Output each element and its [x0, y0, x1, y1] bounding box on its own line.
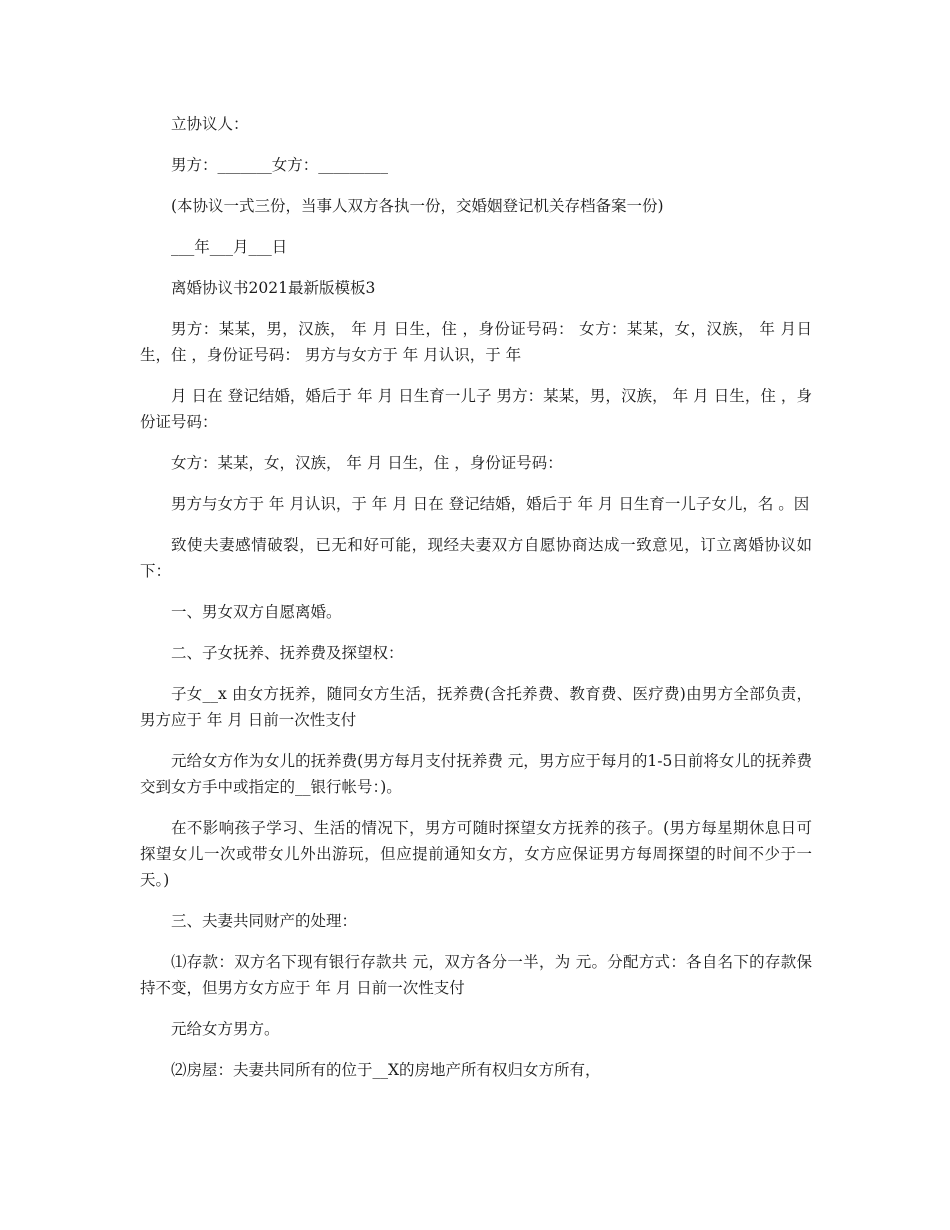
relationship-paragraph: 男方与女方于 年 月认识，于 年 月 日在 登记结婚，婚后于 年 月 日生育一儿子女儿，名 。因: [171, 495, 810, 513]
date-line: ___年___月___日: [171, 238, 288, 256]
marriage-info-paragraph: 月 日在 登记结婚，婚后于 年 月 日生育一儿子 男方：某某，男，汉族， 年 月 日生，住 ，身份证号码：: [140, 387, 812, 431]
child-support-paragraph: 元给女方作为女儿的抚养费(男方每月支付抚养费 元，男方应于每月的1-5日前将女儿的抚养费交到女方手中或指定的__银行帐号：)。: [140, 752, 813, 796]
clause-1-divorce: 一、男女双方自愿离婚。: [171, 603, 342, 621]
payment-paragraph: 元给女方男方。: [171, 1020, 280, 1038]
custody-paragraph: 子女__x 由女方抚养，随同女方生活，抚养费(含托养费、教育费、医疗费)由男方全部负责，男方应于 年 月 日前一次性支付: [140, 685, 812, 729]
template-title: 离婚协议书2021最新版模板3: [171, 279, 376, 297]
copies-note: (本协议一式三份，当事人双方各执一份，交婚姻登记机关存档备案一份): [171, 197, 664, 215]
parties-signature-line: 男方：_______女方：_________: [171, 156, 389, 174]
document-body: [140, 96, 812, 1083]
clause-3-heading: 三、夫妻共同财产的处理：: [171, 912, 358, 930]
house-paragraph: ⑵房屋：夫妻共同所有的位于__X的房地产所有权归女方所有，: [171, 1061, 601, 1079]
parties-info-paragraph: 男方：某某，男，汉族， 年 月 日生，住 ，身份证号码： 女方：某某，女，汉族， 年 月日生，住 ，身份证号码： 男方与女方于 年 月认识，于 年: [140, 320, 812, 364]
signatories-heading: 立协议人：: [171, 115, 249, 133]
savings-paragraph: ⑴存款：双方名下现有银行存款共 元，双方各分一半，为 元。分配方式：各自名下的存款保持不变，但男方女方应于 年 月 日前一次性支付: [140, 953, 812, 997]
visitation-paragraph: 在不影响孩子学习、生活的情况下，男方可随时探望女方抚养的孩子。(男方每星期休息日可探望女儿一次或带女儿外出游玩，但应提前通知女方，女方应保证男方每周探望的时间不少于一天。): [140, 819, 812, 889]
clause-2-heading: 二、子女抚养、抚养费及探望权：: [171, 644, 404, 662]
wife-info-paragraph: 女方：某某，女，汉族， 年 月 日生，住 ，身份证号码：: [171, 454, 563, 472]
agreement-intro-paragraph: 致使夫妻感情破裂，已无和好可能，现经夫妻双方自愿协商达成一致意见，订立离婚协议如下：: [140, 536, 812, 580]
